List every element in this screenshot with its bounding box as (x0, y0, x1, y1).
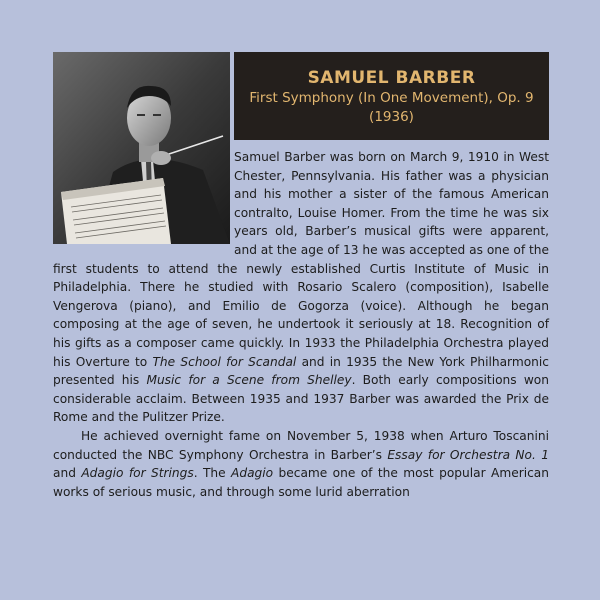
p2-text-d: became one of the most popular American works of serious music, and through some lurid aberration (53, 466, 549, 499)
p2-text-c: . The (193, 466, 231, 481)
p2-title-3: Adagio (231, 466, 274, 481)
p1-title-2: Music for a Scene from Shelley (146, 373, 352, 388)
p1-text-a: Samuel Barber was born on March 9, 1910 in West Chester, Pennsylvania. His father was a physician and his mother a sister of the famous American contralto, Louise Homer. From the time he was six years old, Barber’s musical gifts were apparent, and at the age of 13 he was accepted as one of the first students to attend the newly established Curtis Institute of Music in Philadelphia. There he studied with Rosario Scalero (composition), Isabelle Vengerova (piano), and Emilio de Gogorza (voice). Although he began composing at the age of seven, he undertook it seriously at 18. Recognition of his gifts as a composer came quickly. In 1933 the Philadelphia Orchestra played his Overture to (53, 150, 549, 369)
biography-text (53, 148, 549, 501)
p1-title-1: The School for Scandal (152, 354, 297, 369)
p2-text-b: and (53, 466, 82, 481)
p1-text-b: and in 1935 the New York Philharmonic presented his (53, 354, 549, 388)
paragraph-2 (53, 427, 549, 501)
work-title: First Symphony (In One Movement), Op. 9 (249, 90, 534, 106)
p2-title-1: Essay for Orchestra No. 1 (387, 447, 549, 462)
p2-title-2: Adagio for Strings (81, 466, 194, 481)
composer-name: SAMUEL BARBER (307, 68, 476, 88)
title-banner (234, 52, 549, 140)
work-year: (1936) (369, 109, 414, 125)
p2-text-a: He achieved overnight fame on November 5, 1938 when Arturo Toscanini conducted the NBC Symphony Orchestra in Barber’s (53, 428, 549, 462)
p1-text-c: . Both early compositions won considerable acclaim. Between 1935 and 1937 Barber was awarded the Prix de Rome and the Pulitzer Prize. (53, 373, 549, 425)
